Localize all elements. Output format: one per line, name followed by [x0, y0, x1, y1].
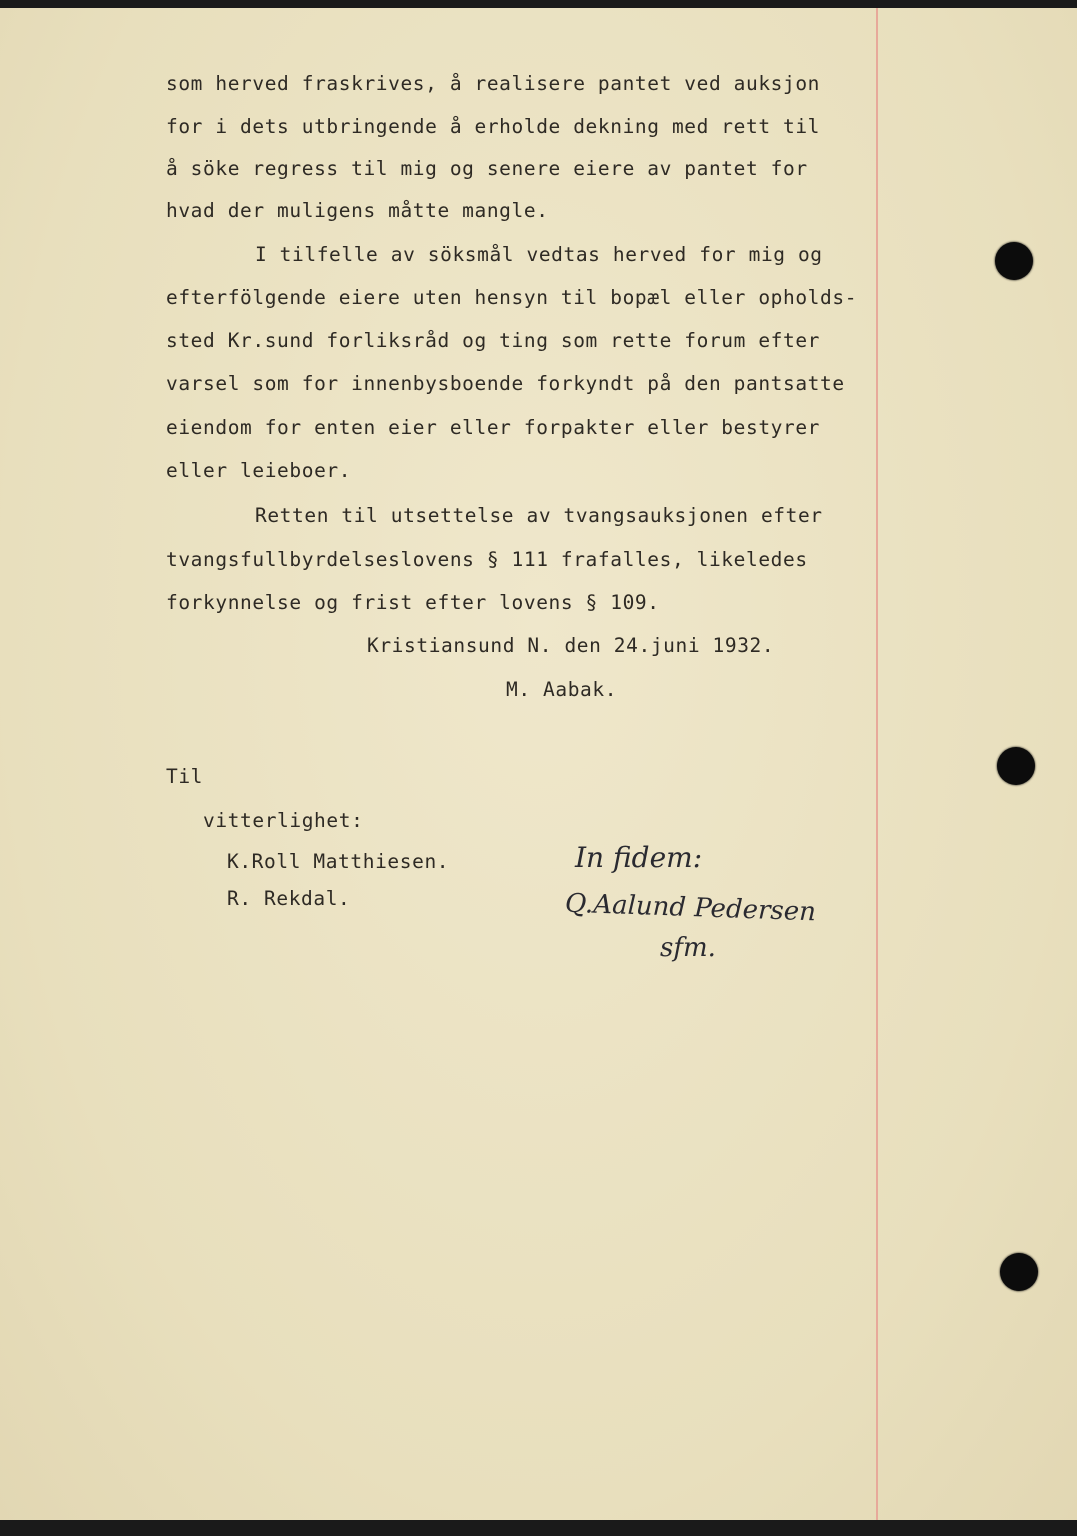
body-line: eller leieboer. [166, 459, 352, 482]
place-date: Kristiansund N. den 24.juni 1932. [367, 634, 775, 657]
handwritten-signature: Q.Aalund Pedersen [564, 888, 817, 928]
body-line: Retten til utsettelse av tvangsauksjonen efter [255, 504, 823, 527]
punch-hole [1000, 1253, 1038, 1291]
handwritten-attestation: In fidem: [575, 841, 703, 874]
document-page [0, 8, 1077, 1520]
body-line: efterfölgende eiere uten hensyn til bopæl eller opholds- [166, 286, 858, 309]
body-line: for i dets utbringende å erholde dekning med rett til [166, 115, 821, 138]
handwritten-initials: sfm. [660, 933, 716, 963]
body-line: som herved fraskrives, å realisere pantet ved auksjon [166, 72, 821, 95]
punch-hole [997, 747, 1035, 785]
body-line: eiendom for enten eier eller forpakter eller bestyrer [166, 416, 821, 439]
body-line: varsel som for innenbysboende forkyndt på den pantsatte [166, 372, 845, 395]
body-line: forkynnelse og frist efter lovens § 109. [166, 591, 660, 614]
body-line: hvad der muligens måtte mangle. [166, 199, 549, 222]
witness-subheading: vitterlighet: [203, 809, 364, 832]
body-line: sted Kr.sund forliksråd og ting som rette forum efter [166, 329, 821, 352]
margin-rule [876, 8, 878, 1520]
witness-name: K.Roll Matthiesen. [227, 850, 450, 873]
body-line: tvangsfullbyrdelseslovens § 111 frafalles, likeledes [166, 548, 808, 571]
body-line: I tilfelle av söksmål vedtas herved for mig og [255, 243, 823, 266]
witness-name: R. Rekdal. [227, 887, 351, 910]
body-line: å söke regress til mig og senere eiere av pantet for [166, 157, 808, 180]
witness-heading: Til [166, 765, 204, 788]
signer-name: M. Aabak. [506, 678, 618, 701]
punch-hole [995, 242, 1033, 280]
